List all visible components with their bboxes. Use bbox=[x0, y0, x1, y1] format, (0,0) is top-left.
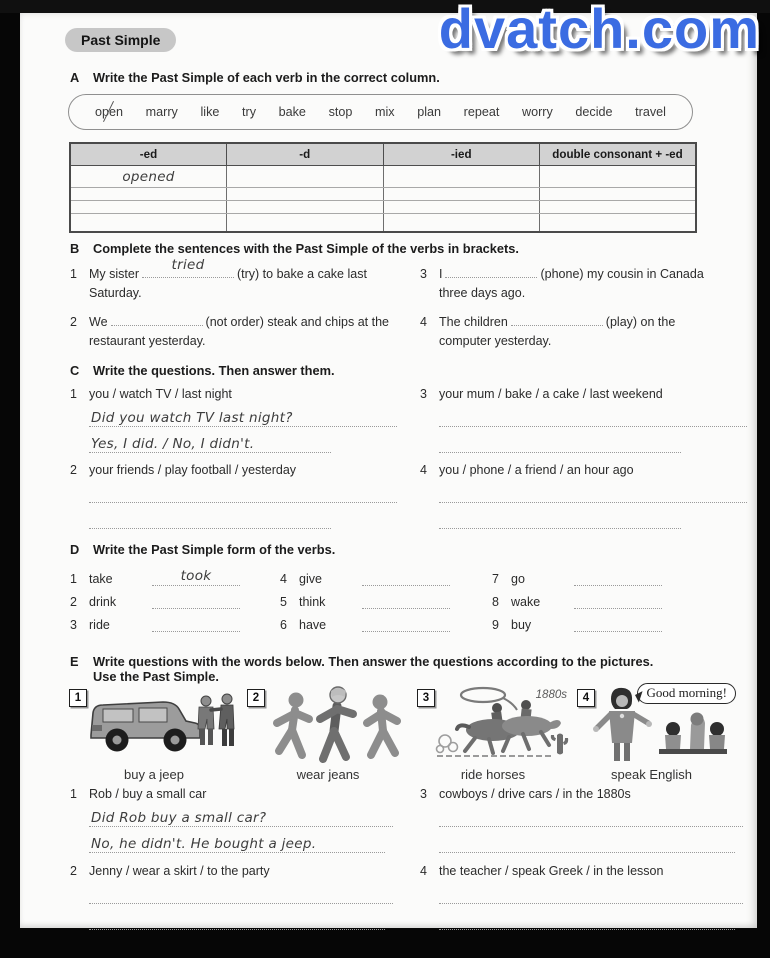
answer-blank bbox=[362, 573, 450, 586]
question-prompt: the teacher / speak Greek / in the lesson bbox=[439, 864, 664, 878]
item-number: 1 bbox=[70, 267, 77, 281]
verb-item bbox=[280, 612, 492, 635]
table-cell bbox=[540, 166, 697, 188]
item-number: 3 bbox=[70, 618, 77, 632]
item-number: 1 bbox=[70, 572, 77, 586]
sentence-start: We bbox=[89, 315, 108, 329]
answer-line bbox=[439, 801, 743, 827]
table-cell bbox=[383, 201, 540, 214]
sentence-start: The children bbox=[439, 315, 508, 329]
answer-blank bbox=[152, 596, 240, 609]
section-letter: D bbox=[70, 542, 80, 557]
section-b-items bbox=[70, 257, 710, 361]
item-number: 3 bbox=[420, 267, 427, 281]
item-number: 6 bbox=[280, 618, 287, 632]
sentence-start: My sister bbox=[89, 267, 139, 281]
question-item bbox=[70, 864, 410, 941]
table-cell bbox=[227, 166, 384, 188]
answer-line bbox=[89, 401, 397, 427]
sentence-start: I bbox=[439, 267, 443, 281]
section-b-header bbox=[70, 241, 519, 256]
picture-caption: buy a jeep bbox=[124, 767, 184, 782]
answer-blank bbox=[142, 257, 234, 278]
answer-blank bbox=[511, 314, 603, 326]
picture-row bbox=[65, 681, 730, 784]
answer-line bbox=[89, 503, 331, 529]
jeep-illustration bbox=[83, 683, 235, 759]
sentence-end: (play) on the computer yesterday. bbox=[439, 315, 676, 349]
picture-caption: wear jeans bbox=[296, 767, 360, 782]
sentence-end: (try) to bake a cake last Saturday. bbox=[89, 267, 367, 301]
word-bank-word: decide bbox=[575, 105, 613, 119]
word-bank-word: try bbox=[242, 105, 256, 119]
handwritten-answer: Did you watch TV last night? bbox=[91, 410, 293, 426]
verb-label: drink bbox=[89, 595, 117, 609]
answer-blank bbox=[152, 568, 240, 586]
word-bank-word: travel bbox=[635, 105, 666, 119]
verb-label: wake bbox=[511, 595, 541, 609]
fill-in-item bbox=[420, 265, 710, 313]
fill-in-item bbox=[420, 313, 710, 361]
table-cell-example bbox=[70, 166, 227, 188]
section-e-items bbox=[70, 787, 710, 941]
section-title: Write the Past Simple of each verb in the correct column. bbox=[93, 70, 440, 85]
question-prompt: Rob / buy a small car bbox=[89, 787, 207, 801]
dancers-illustration bbox=[261, 683, 409, 769]
watermark-text: dvatch.com bbox=[438, 0, 760, 60]
item-number: 3 bbox=[420, 787, 427, 801]
section-d-items bbox=[70, 566, 718, 635]
verb-item bbox=[492, 589, 718, 612]
question-prompt: your mum / bake / a cake / last weekend bbox=[439, 387, 663, 401]
word-bank bbox=[68, 94, 693, 130]
column-header: -d bbox=[227, 143, 384, 166]
item-number: 2 bbox=[70, 315, 77, 329]
answer-line bbox=[89, 878, 393, 904]
picture-number: 4 bbox=[577, 689, 595, 707]
section-letter: C bbox=[70, 363, 80, 378]
question-prompt: your friends / play football / yesterday bbox=[89, 463, 297, 477]
column-header: -ied bbox=[383, 143, 540, 166]
section-title: Complete the sentences with the Past Simple of the verbs in brackets. bbox=[93, 241, 519, 256]
verb-item bbox=[280, 589, 492, 612]
answer-blank bbox=[362, 619, 450, 632]
answer-blank bbox=[111, 314, 203, 326]
answer-line bbox=[439, 503, 681, 529]
answer-blank bbox=[152, 619, 240, 632]
table-cell bbox=[70, 214, 227, 233]
section-d-header bbox=[70, 542, 335, 557]
question-item bbox=[70, 463, 410, 539]
table-cell bbox=[70, 201, 227, 214]
sentence-end: (not order) steak and chips at the restaurant yesterday. bbox=[89, 315, 389, 349]
handwritten-answer: tried bbox=[171, 257, 205, 274]
table-cell bbox=[227, 214, 384, 233]
fill-in-item bbox=[70, 257, 410, 313]
word-bank-word: stop bbox=[328, 105, 353, 119]
table-cell bbox=[227, 201, 384, 214]
worksheet-page bbox=[20, 13, 757, 928]
question-prompt: you / phone / a friend / an hour ago bbox=[439, 463, 634, 477]
answer-blank bbox=[574, 573, 662, 586]
item-number: 4 bbox=[420, 463, 427, 477]
item-number: 4 bbox=[420, 315, 427, 329]
word-bank-word: mix bbox=[375, 105, 395, 119]
section-letter: E bbox=[70, 654, 79, 669]
answer-line bbox=[439, 427, 681, 453]
question-prompt: cowboys / drive cars / in the 1880s bbox=[439, 787, 631, 801]
item-number: 2 bbox=[70, 864, 77, 878]
picture-number: 2 bbox=[247, 689, 265, 707]
section-a-header bbox=[70, 70, 440, 85]
word-bank-word: plan bbox=[417, 105, 442, 119]
table-header-row bbox=[70, 143, 696, 166]
verb-label: have bbox=[299, 618, 327, 632]
table-cell bbox=[540, 214, 697, 233]
sentence-end: (phone) my cousin in Canada three days ago. bbox=[439, 267, 704, 301]
table-cell bbox=[70, 188, 227, 201]
question-item bbox=[70, 387, 410, 463]
question-prompt: you / watch TV / last night bbox=[89, 387, 232, 401]
verb-label: give bbox=[299, 572, 322, 586]
question-item bbox=[420, 864, 743, 941]
table-row bbox=[70, 166, 696, 188]
column-header: -ed bbox=[70, 143, 227, 166]
handwritten-answer: Yes, I did. / No, I didn't. bbox=[91, 436, 255, 452]
answer-line bbox=[439, 904, 735, 930]
item-number: 2 bbox=[70, 595, 77, 609]
answer-line bbox=[89, 801, 393, 827]
item-number: 1 bbox=[70, 787, 77, 801]
handwritten-answer: took bbox=[180, 568, 212, 584]
answer-blank bbox=[574, 596, 662, 609]
word-bank-word: worry bbox=[522, 105, 553, 119]
verb-item bbox=[70, 612, 280, 635]
table-cell bbox=[227, 188, 384, 201]
table-cell bbox=[383, 188, 540, 201]
item-number: 4 bbox=[280, 572, 287, 586]
answer-line bbox=[439, 477, 747, 503]
answer-line bbox=[439, 827, 735, 853]
section-title-line2: Use the Past Simple. bbox=[93, 669, 219, 684]
year-label: 1880s bbox=[535, 689, 567, 701]
handwritten-answer: Did Rob buy a small car? bbox=[91, 810, 267, 826]
picture-caption: ride horses bbox=[460, 767, 526, 782]
verb-label: ride bbox=[89, 618, 110, 632]
verb-item bbox=[70, 566, 280, 589]
item-number: 8 bbox=[492, 595, 499, 609]
table-row bbox=[70, 214, 696, 233]
section-letter: B bbox=[70, 241, 80, 256]
section-c-header bbox=[70, 363, 335, 378]
section-letter: A bbox=[70, 70, 80, 85]
answer-line bbox=[89, 427, 331, 453]
verb-item bbox=[492, 612, 718, 635]
answer-line bbox=[89, 477, 397, 503]
table-cell bbox=[540, 188, 697, 201]
verb-label: take bbox=[89, 572, 113, 586]
item-number: 2 bbox=[70, 463, 77, 477]
answer-line bbox=[89, 827, 385, 853]
table-row bbox=[70, 188, 696, 201]
item-number: 5 bbox=[280, 595, 287, 609]
answer-line bbox=[439, 401, 747, 427]
table-row bbox=[70, 201, 696, 214]
picture-caption: speak English bbox=[611, 767, 692, 782]
table-cell bbox=[383, 166, 540, 188]
picture-ride-horses bbox=[413, 681, 573, 784]
table-cell bbox=[383, 214, 540, 233]
column-header: double consonant + -ed bbox=[540, 143, 697, 166]
answer-line bbox=[439, 878, 743, 904]
question-item bbox=[420, 787, 743, 864]
word-bank-word: repeat bbox=[463, 105, 500, 119]
fill-in-item bbox=[70, 313, 410, 361]
section-title: Write questions with the words below. Then answer the questions according to the pictures. bbox=[93, 654, 654, 669]
answer-blank bbox=[445, 266, 537, 278]
item-number: 1 bbox=[70, 387, 77, 401]
item-number: 4 bbox=[420, 864, 427, 878]
table-cell bbox=[540, 201, 697, 214]
section-title: Write the questions. Then answer them. bbox=[93, 363, 335, 378]
verb-item bbox=[70, 589, 280, 612]
picture-number: 3 bbox=[417, 689, 435, 707]
word-bank-word: bake bbox=[278, 105, 306, 119]
picture-wear-jeans bbox=[243, 681, 413, 784]
verb-label: go bbox=[511, 572, 525, 586]
question-item bbox=[70, 787, 410, 864]
handwritten-answer: No, he didn't. He bought a jeep. bbox=[91, 836, 317, 852]
item-number: 3 bbox=[420, 387, 427, 401]
verb-label: think bbox=[299, 595, 326, 609]
item-number: 9 bbox=[492, 618, 499, 632]
page-title: Past Simple bbox=[65, 28, 176, 52]
word-bank-word: like bbox=[200, 105, 220, 119]
verb-sorting-table bbox=[69, 142, 697, 233]
section-title: Write the Past Simple form of the verbs. bbox=[93, 542, 336, 557]
speech-bubble: Good morning! bbox=[637, 683, 736, 704]
answer-blank bbox=[574, 619, 662, 632]
question-item bbox=[420, 463, 747, 539]
answer-blank bbox=[362, 596, 450, 609]
picture-number: 1 bbox=[69, 689, 87, 707]
handwritten-answer: opened bbox=[122, 168, 175, 185]
verb-label: buy bbox=[511, 618, 532, 632]
verb-item bbox=[280, 566, 492, 589]
section-c-items bbox=[70, 387, 710, 539]
answer-line bbox=[89, 904, 385, 930]
verb-item bbox=[492, 566, 718, 589]
word-bank-word-open-struck: open bbox=[95, 105, 124, 119]
item-number: 7 bbox=[492, 572, 499, 586]
word-bank-word: marry bbox=[145, 105, 178, 119]
question-item bbox=[420, 387, 747, 463]
picture-buy-a-jeep bbox=[65, 681, 243, 784]
picture-speak-english bbox=[573, 681, 730, 784]
question-prompt: Jenny / wear a skirt / to the party bbox=[89, 864, 270, 878]
section-e-header bbox=[70, 654, 730, 684]
